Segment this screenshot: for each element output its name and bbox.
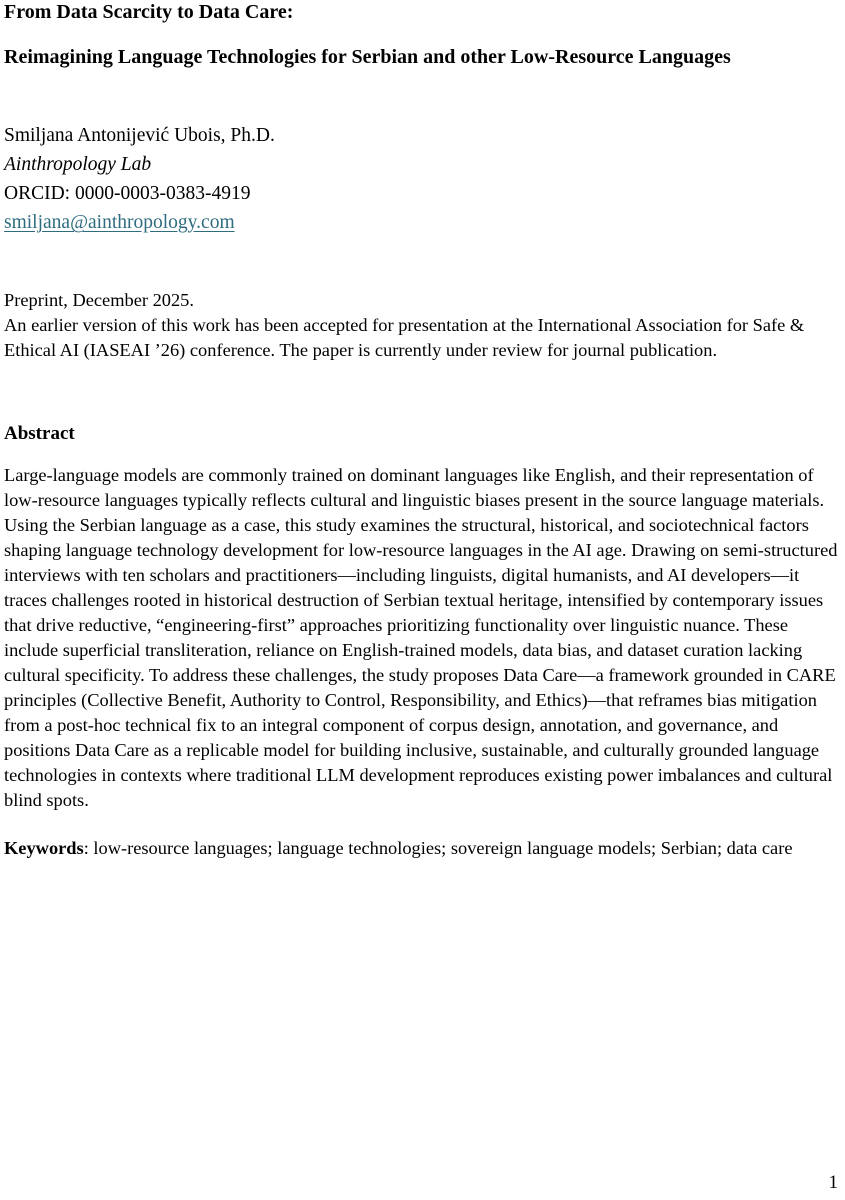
paper-title-line-1: From Data Scarcity to Data Care: (4, 1, 294, 23)
abstract-section (4, 421, 840, 813)
author-affiliation: Ainthropology Lab (4, 154, 152, 175)
keywords-text: : low-resource languages; language technologies; sovereign language models; Serbian; data care (83, 838, 793, 858)
paper-title-line-2: Reimagining Language Technologies for Serbian and other Low-Resource Languages (4, 46, 731, 68)
preprint-date: Preprint, December 2025. (4, 290, 194, 310)
author-block (4, 121, 840, 237)
page-number: 1 (828, 1172, 838, 1193)
keywords-label: Keywords (4, 838, 84, 858)
abstract-heading: Abstract (4, 423, 75, 444)
author-email-line (4, 208, 840, 237)
author-orcid: ORCID: 0000-0003-0383-4919 (4, 183, 251, 204)
title-block (4, 0, 840, 80)
author-email-link[interactable]: smiljana@ainthropology.com (4, 212, 235, 233)
abstract-body: Large-language models are commonly trained on dominant languages like English, and their representation of low-resource languages typically reflects cultural and linguistic biases present in the source language materials. Using the Serbian language as a case, this study examines the structural, historical, and sociotechnical factors shaping language technology development for low-resource languages in the AI age. Drawing on semi-structured interviews with ten scholars and practitioners—including linguists, digital humanists, and AI developers—it traces challenges rooted in historical destruction of Serbian textual heritage, intensified by contemporary issues that drive reductive, “engineering-first” approaches prioritizing functionality over linguistic nuance. These include superficial transliteration, reliance on English-trained models, data bias, and dataset curation lacking cultural specificity. To address these challenges, the study proposes Data Care—a framework grounded in CARE principles (Collective Benefit, Authority to Control, Responsibility, and Ethics)—that reframes bias mitigation from a post-hoc technical fix to an integral component of corpus design, annotation, and governance, and positions Data Care as a replicable model for building inclusive, sustainable, and culturally grounded language technologies in contexts where traditional LLM development reproduces existing power imbalances and cultural blind spots. (4, 465, 838, 810)
keywords-line (4, 836, 840, 861)
preprint-block (4, 288, 840, 363)
author-name: Smiljana Antonijević Ubois, Ph.D. (4, 125, 275, 146)
preprint-note: An earlier version of this work has been accepted for presentation at the International Association for Safe & Ethical AI (IASEAI ’26) conference. The paper is currently under review for journal publication. (4, 315, 805, 360)
